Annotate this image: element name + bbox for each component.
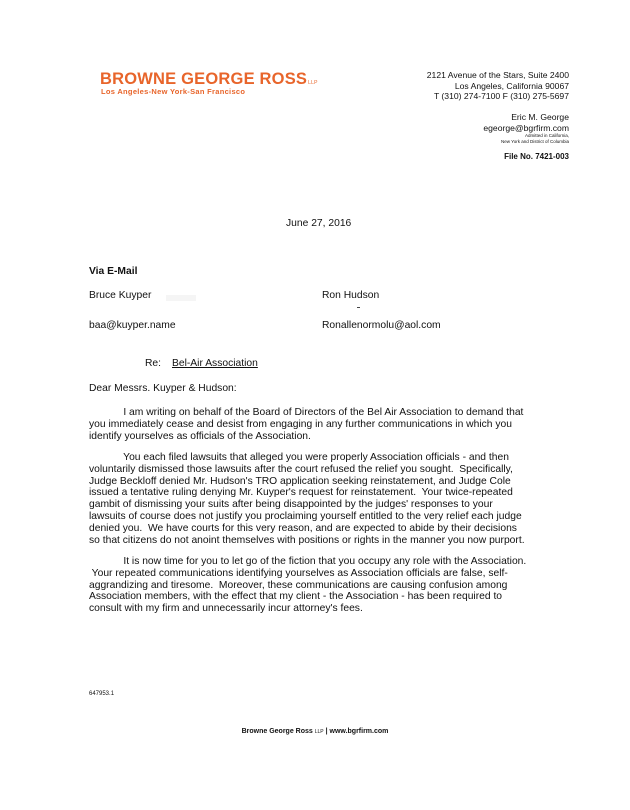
footer-firm: Browne George Ross <box>241 728 313 735</box>
paragraph-line: You each filed lawsuits that alleged you were properly Association officials - and then <box>89 452 509 463</box>
attorney-block <box>483 112 569 144</box>
letter-date: June 27, 2016 <box>286 218 352 229</box>
phone-fax: T (310) 274-7100 F (310) 275-5697 <box>433 91 569 101</box>
paragraph-line: gambit of dismissing your suits after being disappointed by the judges' responses to your <box>89 499 493 511</box>
firm-name-suffix: LLP <box>308 80 318 86</box>
paragraph-line: It is now time for you to let go of the fiction that you occupy any role with the Association. <box>89 556 527 567</box>
file-number: File No. 7421-003 <box>504 152 569 161</box>
delivery-method: Via E-Mail <box>89 266 138 277</box>
admission-line-2: New York and District of Columbia <box>500 138 569 144</box>
paragraph-3 <box>89 556 544 615</box>
paragraph-1 <box>89 407 544 442</box>
paragraph-line: voluntarily dismissed those lawsuits after the court refused the relief you sought. Specifically, <box>89 463 513 475</box>
paragraph-line: so that citizens do not anoint themselves with positions or rights in the manner you now purport. <box>89 534 525 546</box>
paragraph-line: issued a tentative ruling denying Mr. Kuyper's request for reinstatement. Your twice-repeated <box>89 487 513 499</box>
paragraph-line: denied you. We have courts for this very reason, and are expected to abide by their decisions <box>89 522 517 534</box>
address-line-2: Los Angeles, California 90067 <box>454 80 569 91</box>
paragraph-line: identify yourselves as officials of the Association. <box>89 430 311 442</box>
recipient-1-email: baa@kuyper.name <box>89 320 176 331</box>
address-line-1: 2121 Avenue of the Stars, Suite 2400 <box>426 70 569 80</box>
paragraph-line: lawsuits of course does not justify you proclaiming yourself entitled to the very relief each judge <box>89 510 522 522</box>
re-subject: Bel-Air Association <box>172 358 258 369</box>
firm-address <box>427 70 569 102</box>
firm-name: BROWNE GEORGE ROSS <box>100 70 308 88</box>
document-reference: 647953.1 <box>89 691 115 697</box>
paragraph-line: Association members, with the effect that my client - the Association - has been required to <box>89 591 503 603</box>
paragraph-line: Judge Beckloff denied Mr. Hudson's TRO application seeking reinstatement, and Judge Cole <box>89 475 511 487</box>
redaction-mark <box>166 295 196 301</box>
page-footer <box>0 728 630 735</box>
attorney-email: egeorge@bgrfirm.com <box>483 122 569 133</box>
recipient-1-name: Bruce Kuyper <box>89 290 152 301</box>
scan-artifact-mark <box>357 307 360 308</box>
paragraph-line: Your repeated communications identifying yourselves as Association officials are false, self- <box>89 567 508 579</box>
paragraph-line: aggrandizing and tiresome. Moreover, these communications are causing confusion among <box>89 579 508 591</box>
paragraph-line: I am writing on behalf of the Board of Directors of the Bel Air Association to demand that <box>89 407 524 418</box>
recipient-2-name: Ron Hudson <box>322 290 380 301</box>
attorney-name: Eric M. George <box>511 112 569 122</box>
admission-line-1: Admitted in California, <box>524 133 569 138</box>
salutation: Dear Messrs. Kuyper & Hudson: <box>89 383 237 394</box>
paragraph-line: consult with my firm and unnecessarily incur attorney's fees. <box>89 603 363 615</box>
footer-suffix: LLP <box>314 729 324 735</box>
firm-locations: Los Angeles-New York-San Francisco <box>101 87 246 96</box>
re-label: Re: <box>145 358 162 369</box>
paragraph-line: you immediately cease and desist from engaging in any further communications in which you <box>89 418 512 430</box>
footer-website: | www.bgrfirm.com <box>325 728 389 735</box>
recipient-2-email: Ronallenormolu@aol.com <box>322 320 441 331</box>
paragraph-2 <box>89 452 544 546</box>
